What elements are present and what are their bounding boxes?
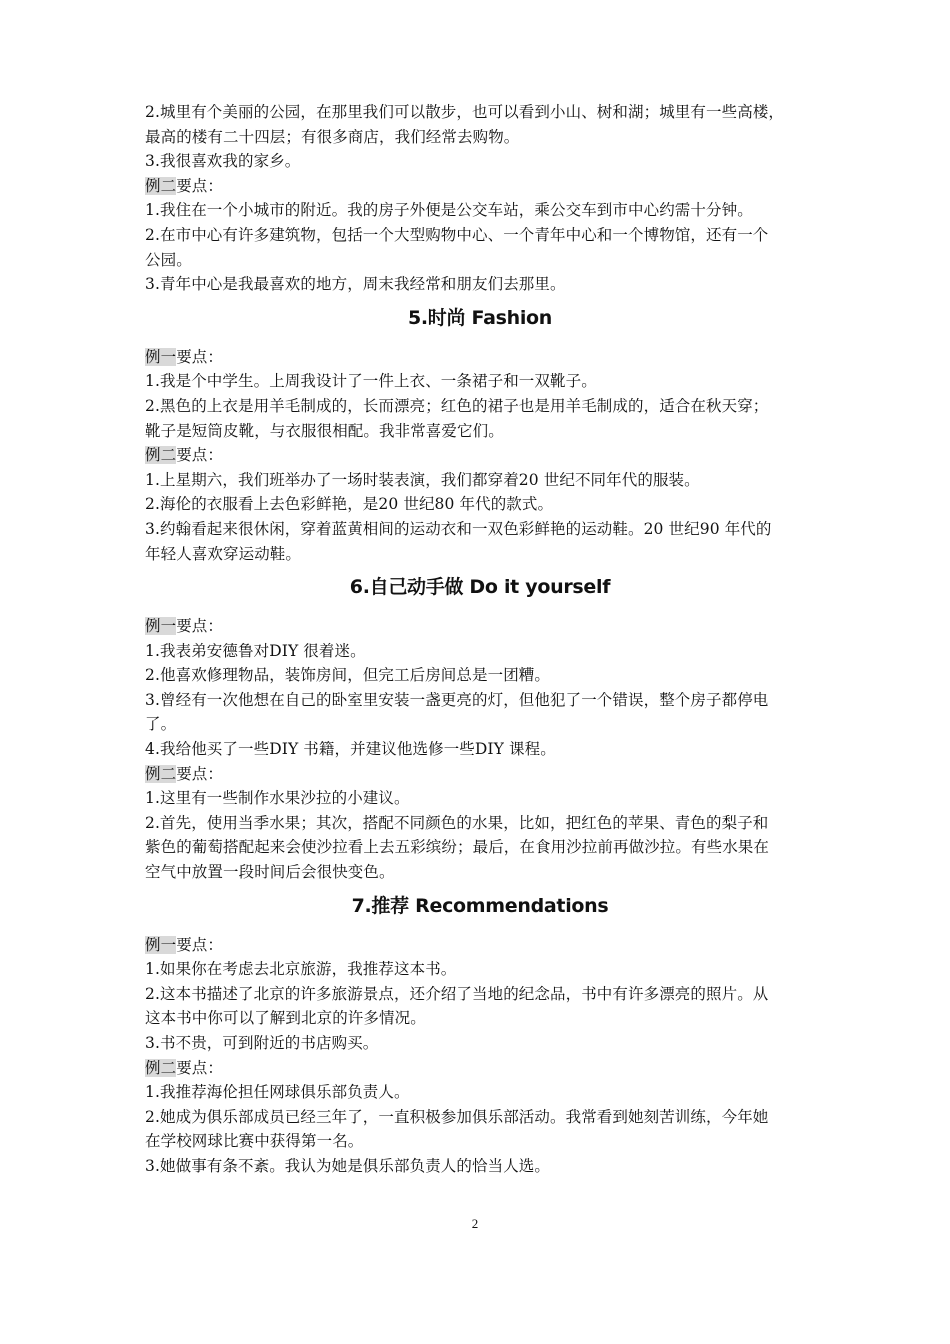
text-line: 公园。 <box>145 250 192 269</box>
example-tag: 例一 <box>145 347 177 366</box>
example-tag: 例二 <box>145 764 177 783</box>
example-heading <box>145 933 815 958</box>
text-line: 3.青年中心是我最喜欢的地方，周末我经常和朋友们去那里。 <box>145 275 566 294</box>
section-title: 6.自己动手做 Do it yourself <box>349 576 611 599</box>
text-line: 3.我很喜欢我的家乡。 <box>145 152 301 171</box>
text-line: 3.她做事有条不紊。我认为她是俱乐部负责人的恰当人选。 <box>145 1156 550 1175</box>
example-heading <box>145 1056 815 1081</box>
example-label: 要点： <box>176 347 224 366</box>
text-line: 2.黑色的上衣是用羊毛制成的，长而漂亮；红色的裙子也是用羊毛制成的，适合在秋天穿； <box>145 396 769 415</box>
text-line: 1.我推荐海伦担任网球俱乐部负责人。 <box>145 1083 410 1102</box>
text-line: 1.我住在一个小城市的附近。我的房子外便是公交车站，乘公交车到市中心约需十分钟。 <box>145 201 753 220</box>
text-line: 最高的楼有二十四层；有很多商店，我们经常去购物。 <box>145 127 520 146</box>
text-line: 3.曾经有一次他想在自己的卧室里安装一盏更亮的灯，但他犯了一个错误，整个房子都停电 <box>145 690 769 709</box>
text-line: 2.城里有个美丽的公园，在那里我们可以散步，也可以看到小山、树和湖；城里有一些高楼， <box>145 103 784 121</box>
text-line: 这本书中你可以了解到北京的许多情况。 <box>145 1009 426 1028</box>
text-line: 2.首先，使用当季水果；其次，搭配不同颜色的水果，比如，把红色的苹果、青色的梨子和 <box>145 813 769 832</box>
text-line: 2.在市中心有许多建筑物，包括一个大型购物中心、一个青年中心和一个博物馆，还有一个 <box>145 225 769 244</box>
text-line: 空气中放置一段时间后会很快变色。 <box>145 863 395 882</box>
example-tag: 例一 <box>145 617 177 636</box>
example-label: 要点： <box>176 764 224 783</box>
text-line: 2.他喜欢修理物品，装饰房间，但完工后房间总是一团糟。 <box>145 666 550 685</box>
text-line: 2.海伦的衣服看上去色彩鲜艳，是20 世纪80 年代的款式。 <box>145 495 554 514</box>
text-line: 3.约翰看起来很休闲，穿着蓝黄相间的运动衣和一双色彩鲜艳的运动鞋。20 世纪90 年代的 <box>145 519 772 538</box>
page-content <box>145 100 815 1179</box>
example-heading <box>145 614 815 639</box>
text-line: 2.这本书描述了北京的许多旅游景点，还介绍了当地的纪念品，书中有许多漂亮的照片。从 <box>145 984 769 1003</box>
text-line: 1.这里有一些制作水果沙拉的小建议。 <box>145 789 410 808</box>
example-label: 要点： <box>176 617 224 636</box>
text-line: 靴子是短筒皮靴，与衣服很相配。我非常喜爱它们。 <box>145 421 504 440</box>
example-tag: 例一 <box>145 935 177 954</box>
example-heading <box>145 443 815 468</box>
example-label: 要点： <box>176 176 224 195</box>
text-line: 紫色的葡萄搭配起来会使沙拉看上去五彩缤纷；最后，在食用沙拉前再做沙拉。有些水果在 <box>145 838 770 857</box>
intro-block <box>145 100 815 297</box>
example-heading <box>145 345 815 370</box>
text-line: 1.我表弟安德鲁对DIY 很着迷。 <box>145 641 366 660</box>
page-number: 2 <box>471 1216 479 1231</box>
example-tag: 例二 <box>145 176 177 195</box>
example-tag: 例二 <box>145 446 177 465</box>
section-title: 7.推荐 Recommendations <box>351 894 609 917</box>
text-line: 了。 <box>145 715 177 734</box>
text-line: 1.上星期六，我们班举办了一场时装表演，我们都穿着20 世纪不同年代的服装。 <box>145 470 700 489</box>
text-line: 2.她成为俱乐部成员已经三年了，一直积极参加俱乐部活动。我常看到她刻苦训练，今年她 <box>145 1107 769 1126</box>
example-heading <box>145 762 815 787</box>
example-heading <box>145 174 815 199</box>
example-label: 要点： <box>176 935 224 954</box>
text-line: 在学校网球比赛中获得第一名。 <box>145 1132 364 1151</box>
text-line: 1.如果你在考虑去北京旅游，我推荐这本书。 <box>145 960 457 979</box>
example-label: 要点： <box>176 446 224 465</box>
text-line: 1.我是个中学生。上周我设计了一件上衣、一条裙子和一双靴子。 <box>145 372 597 391</box>
text-line: 3.书不贵，可到附近的书店购买。 <box>145 1034 379 1052</box>
text-line: 4.我给他买了一些DIY 书籍，并建议他选修一些DIY 课程。 <box>145 740 556 759</box>
example-label: 要点： <box>176 1058 224 1077</box>
text-line: 年轻人喜欢穿运动鞋。 <box>145 544 302 563</box>
example-tag: 例二 <box>145 1058 177 1077</box>
section-title: 5.时尚 Fashion <box>407 306 553 329</box>
